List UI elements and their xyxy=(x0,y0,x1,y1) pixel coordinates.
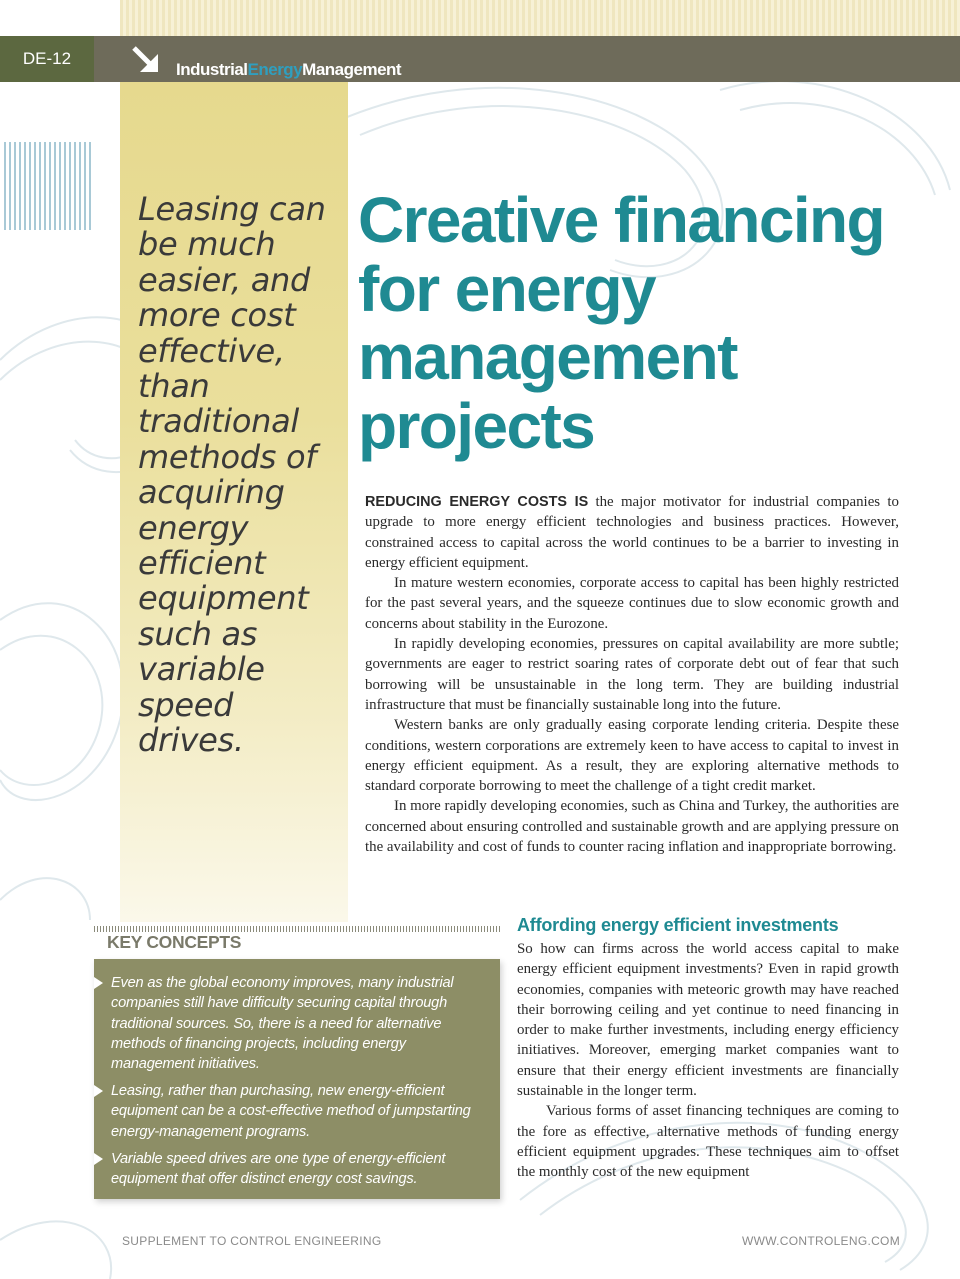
triangle-bullet-icon xyxy=(94,977,103,989)
paragraph-1-text: the major motivator for industrial companies to upgrade to more energy efficient technologies and business practices. However, constrained access to capital across the world continues to be a barrier to investing in energy efficient equipment. xyxy=(365,494,899,571)
paragraph-3: In rapidly developing economies, pressures on capital availability are more subtle; governments are eager to restrict soaring rates of corporate debt out of fear that such borrowing will be unsustainable in the long term. They are building industrial infrastructure that must be financially sustainable long into the future. xyxy=(365,636,899,713)
headline: Creative financing for energy management projects xyxy=(358,184,885,462)
section-word-management: Management xyxy=(302,60,402,79)
key-concept-item: Even as the global economy improves, many industrial companies still have difficulty securing capital through traditional sources. So, there is a need for alternative methods of financing projects, including energy management initiatives. xyxy=(111,975,454,1073)
key-concept-item: Variable speed drives are one type of energy-efficient equipment that offer distinct energy cost savings. xyxy=(111,1151,446,1188)
pull-quote: Leasing can be much easier, and more cost effective, than traditional methods of acquiring energy efficient equipment such as variable speed drives. xyxy=(138,190,326,760)
footer-url[interactable]: WWW.CONTROLENG.COM xyxy=(741,1234,900,1248)
paragraph-5: In more rapidly developing economies, such as China and Turkey, the authorities are concerned about ensuring controlled and sustainable growth and are applying pressure on the availability and cost of funds to counter racing inflation and inappropriate borrowing. xyxy=(365,798,899,856)
article-second-column xyxy=(517,939,899,1183)
stripe-ornament xyxy=(4,142,94,230)
article-main-column xyxy=(365,492,899,857)
section-word-industrial: Industrial xyxy=(176,60,248,79)
triangle-bullet-icon xyxy=(94,1085,103,1097)
down-right-arrow-icon xyxy=(128,44,164,76)
top-decorative-stripe xyxy=(120,0,960,36)
lead-in: REDUCING ENERGY COSTS IS xyxy=(365,494,589,510)
subhead: Affording energy efficient investments xyxy=(517,915,839,935)
key-concept-item: Leasing, rather than purchasing, new energy-efficient equipment can be a cost-effective method of jumpstarting energy-management programs. xyxy=(111,1083,471,1140)
paragraph-4: Western banks are only gradually easing corporate lending criteria. Despite these conditions, western corporations are extremely keen to have access to capital to invest in energy efficient equipment. As a result, they are exploring alternative methods to standard corporate borrowing to meet the challenge of a tight credit market. xyxy=(365,717,899,795)
paragraph-2: In mature western economies, corporate access to capital has been highly restricted for the past several years, and the squeeze continues due to slow economic growth and concerns about stability in the Eurozone. xyxy=(365,575,899,632)
paragraph-1 xyxy=(365,492,899,573)
paragraph-6: So how can firms across the world access capital to make energy efficient equipment investments? Even in rapid growth economies, companies with meteoric growth may have reached their borrowing ceiling and yet continue to need financing in order to make further investments, including energy efficiency initiatives. Moreover, emerging market companies want to ensure that their energy efficient investments are financially sustainable in the longer term. xyxy=(517,941,899,1100)
section-word-energy: Energy xyxy=(247,60,303,79)
section-title xyxy=(176,36,401,82)
footer-publication: SUPPLEMENT TO CONTROL ENGINEERING xyxy=(122,1234,382,1248)
triangle-bullet-icon xyxy=(94,1153,103,1165)
key-concepts-title: KEY CONCEPTS xyxy=(107,932,242,952)
paragraph-7: Various forms of asset financing techniques are coming to the fore as effective, alternative methods of funding energy efficient equipment upgrades. These techniques aim to offset the monthly cost of the new equipment xyxy=(517,1103,899,1181)
page-number: DE-12 xyxy=(0,36,94,82)
